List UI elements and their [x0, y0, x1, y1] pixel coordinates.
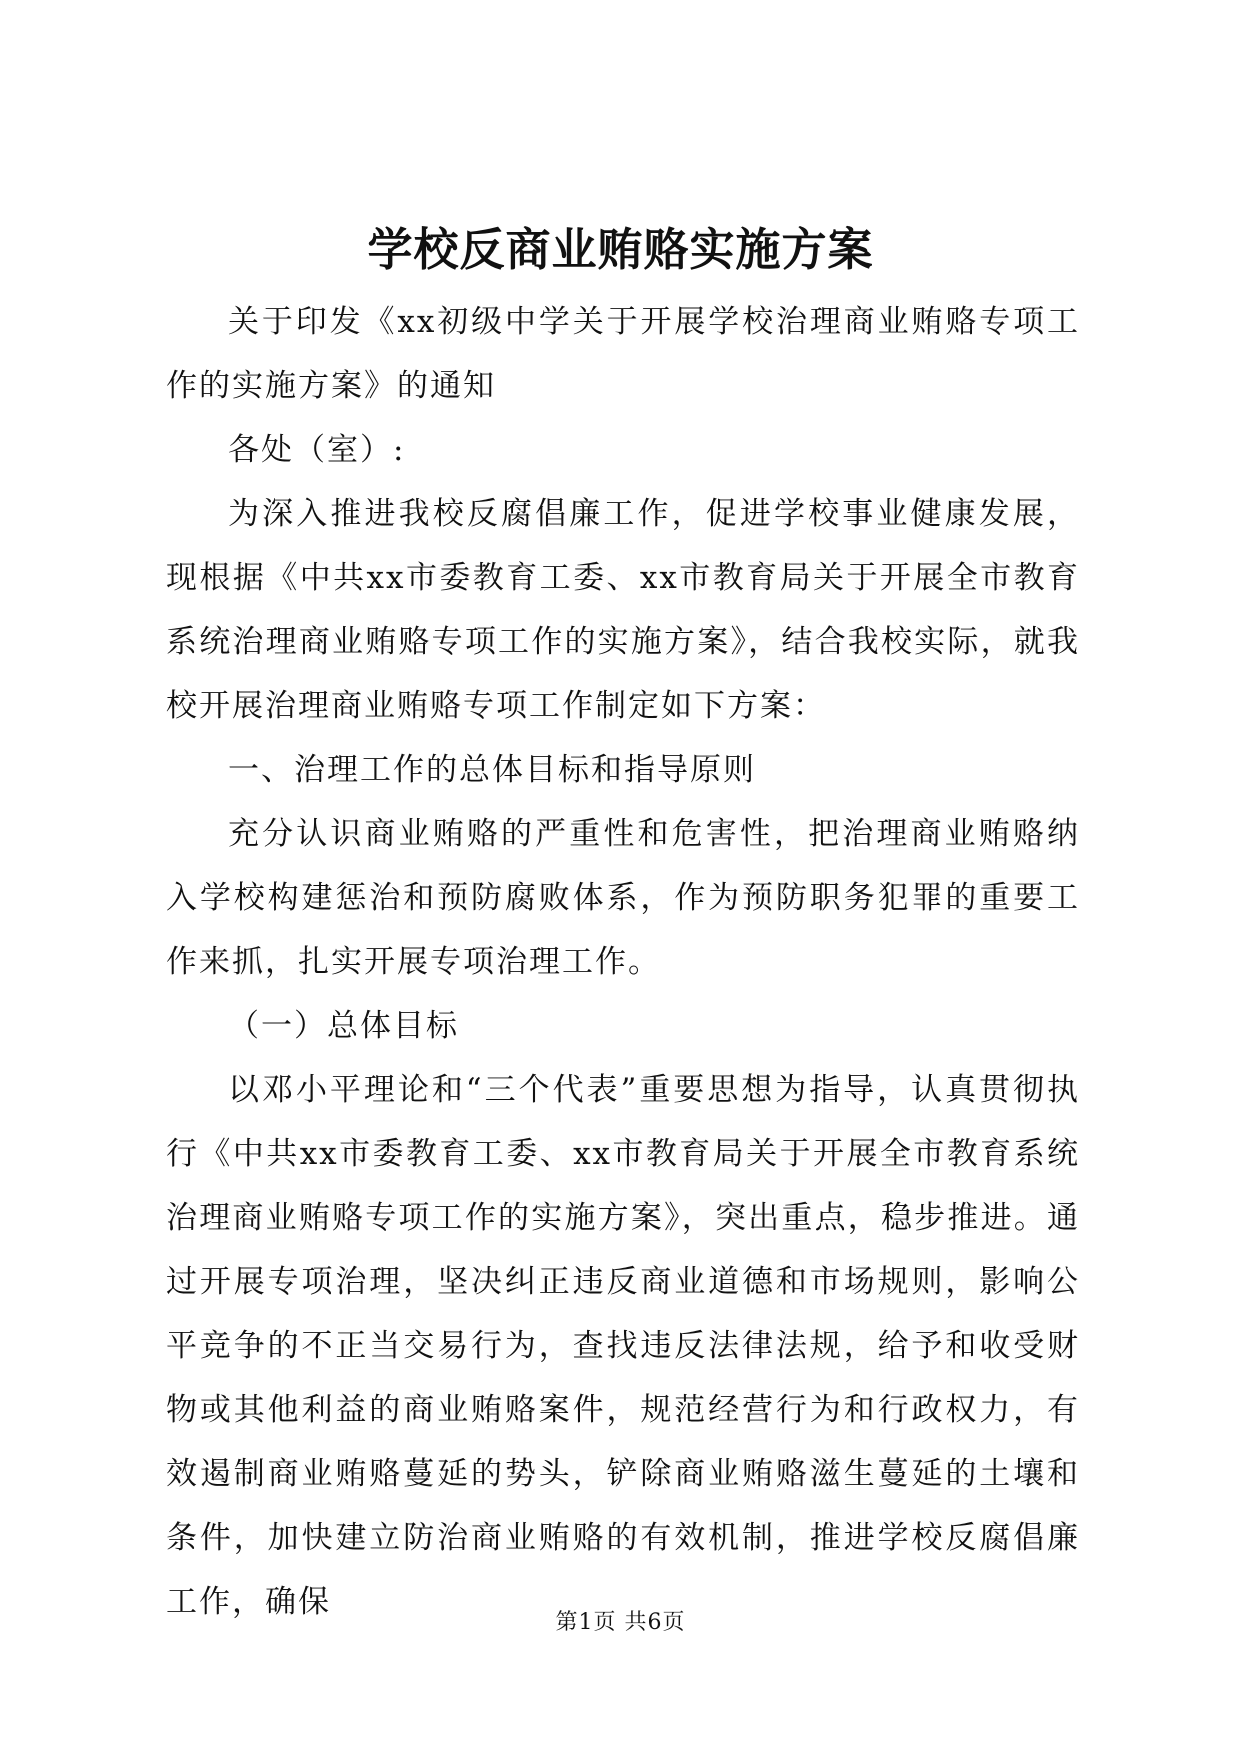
page-footer: 第1页 共6页 — [555, 1610, 686, 1635]
document-title: 学校反商业贿赂实施方案 — [367, 223, 874, 276]
document-body — [166, 290, 1080, 1634]
intro-paragraph: 为深入推进我校反腐倡廉工作，促进学校事业健康发展，现根据《中共xx市委教育工委、xx市教育局关于开展全市教育系统治理商业贿赂专项工作的实施方案》，结合我校实际，就我校开展治理商业贿赂专项工作制定如下方案： — [166, 496, 1080, 724]
subsection-1-paragraph: 以邓小平理论和“三个代表”重要思想为指导，认真贯彻执行《中共xx市委教育工委、xx市教育局关于开展全市教育系统治理商业贿赂专项工作的实施方案》，突出重点，稳步推进。通过开展专项治理，坚决纠正违反商业道德和市场规则，影响公平竞争的不正当交易行为，查找违反法律法规，给予和收受财物或其他利益的商业贿赂案件，规范经营行为和行政权力，有效遏制商业贿赂蔓延的势头，铲除商业贿赂滋生蔓延的土壤和条件，加快建立防治商业贿赂的有效机制，推进学校反腐倡廉工作，确保 — [166, 1072, 1080, 1620]
salutation-paragraph: 各处（室）: — [228, 432, 406, 468]
section-1-paragraph: 充分认识商业贿赂的严重性和危害性，把治理商业贿赂纳入学校构建惩治和预防腐败体系，作为预防职务犯罪的重要工作来抓，扎实开展专项治理工作。 — [166, 816, 1080, 980]
section-heading-1: 一、治理工作的总体目标和指导原则 — [228, 752, 756, 788]
notice-heading-paragraph: 关于印发《xx初级中学关于开展学校治理商业贿赂专项工作的实施方案》的通知 — [166, 304, 1080, 404]
subsection-heading-1: （一）总体目标 — [228, 1008, 459, 1044]
